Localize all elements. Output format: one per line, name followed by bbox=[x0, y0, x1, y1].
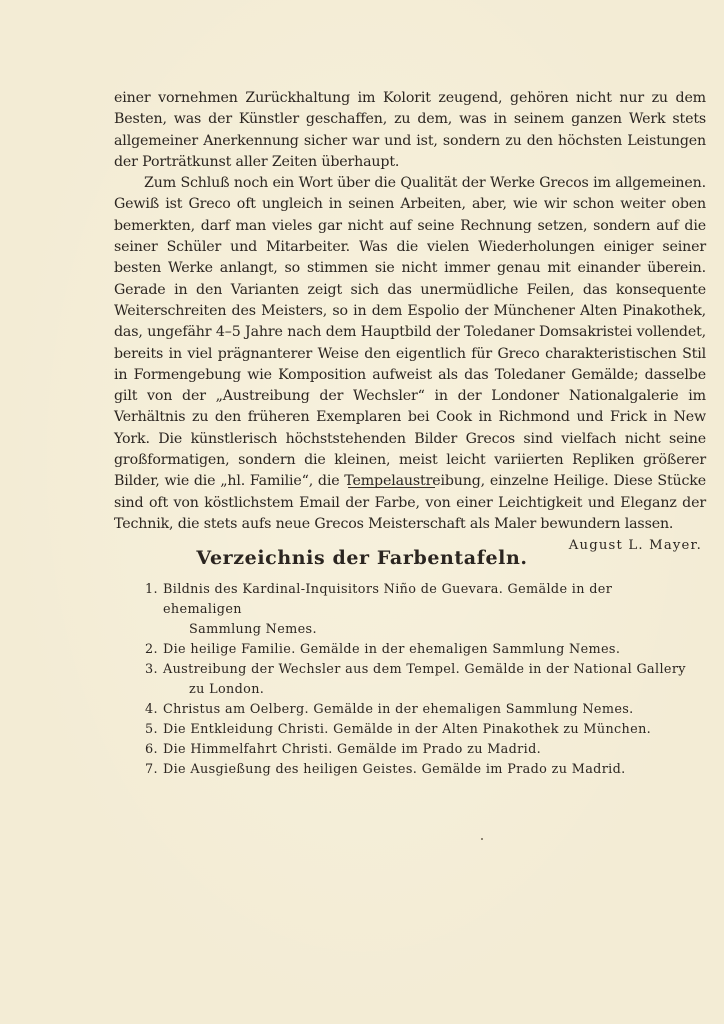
list-item bbox=[145, 740, 690, 760]
list-item bbox=[145, 660, 690, 700]
plate-number: 3. bbox=[145, 662, 158, 677]
plate-number: 5. bbox=[145, 722, 158, 737]
plate-text-continuation: Sammlung Nemes. bbox=[189, 622, 317, 637]
plate-text: Die heilige Familie. Gemälde in der ehemaligen Sammlung Nemes. bbox=[163, 642, 621, 657]
plate-text: Die Himmelfahrt Christi. Gemälde im Prado zu Madrid. bbox=[163, 742, 542, 757]
plate-number: 6. bbox=[145, 742, 158, 757]
plate-number: 4. bbox=[145, 702, 158, 717]
plate-number: 1. bbox=[145, 582, 158, 597]
plate-text: Bildnis des Kardinal-Inquisitors Niño de Guevara. Gemälde in der ehemaligen bbox=[163, 582, 613, 617]
list-item bbox=[145, 640, 690, 660]
list-item bbox=[145, 760, 690, 780]
section-divider bbox=[348, 487, 435, 488]
plates-list-title: Verzeichnis der Farbentafeln. bbox=[196, 547, 528, 569]
plates-list bbox=[145, 580, 690, 780]
author-signature: August L. Mayer. bbox=[568, 538, 702, 554]
paragraph-2-text: Zum Schluß noch ein Wort über die Qualität der Werke Grecos im allgemeinen. Gewiß ist Greco oft ungleich in seinen Arbeiten, aber, wie wir schon weiter oben bemerkten, darf man vieles gar nicht auf seine Rechnung setzen, sondern auf die seiner Schüler und Mitarbeiter. Was die vielen Wiederholungen einiger seiner besten Werke anlangt, so stimmen sie nicht immer genau mit einander überein. Gerade in den Varianten zeigt sich das unermüdliche Feilen, das konsequente Weiterschreiten des Meisters, so in dem Espolio der Münchener Alten Pinakothek, das, ungefähr 4–5 Jahre nach dem Hauptbild der Toledaner Domsakristei vollendet, bereits in viel prägnanterer Weise den eigentlich für Greco charakteristischen Stil in Formengebung wie Komposition aufweist als das Toledaner Gemälde; dasselbe gilt von der „Austreibung der Wechsler“ in der Londoner Nationalgalerie im Verhältnis zu den früheren Exemplaren bei Cook in Richmond und Frick in New York. Die künstlerisch höchststehenden Bilder Grecos sind vielfach nicht seine großformatigen, sondern die kleinen, meist leicht variierten Repliken größerer Bilder, wie die „hl. Familie“, die Tempelaustreibung, einzelne Heilige. Diese Stücke sind oft von köstlichstem Email der Farbe, von einer Leichtigkeit und Eleganz der Technik, die stets aufs neue Grecos Meisterschaft als Maler bewundern lassen. bbox=[114, 175, 706, 532]
plate-number: 2. bbox=[145, 642, 158, 657]
list-item bbox=[145, 700, 690, 720]
plate-number: 7. bbox=[145, 762, 158, 777]
paragraph-1: einer vornehmen Zurückhaltung im Kolorit zeugend, gehören nicht nur zu dem Besten, was der Künstler geschaffen, zu dem, was in seinem ganzen Werk stets allgemeiner Anerkennung sicher war und ist, sondern zu den höchsten Leistungen der Porträtkunst aller Zeiten überhaupt. bbox=[114, 90, 706, 170]
paragraph-2 bbox=[114, 173, 706, 554]
list-item bbox=[145, 720, 690, 740]
plate-text: Die Ausgießung des heiligen Geistes. Gemälde im Prado zu Madrid. bbox=[163, 762, 626, 777]
plate-text: Die Entkleidung Christi. Gemälde in der Alten Pinakothek zu München. bbox=[163, 722, 652, 737]
plate-text-continuation: zu London. bbox=[189, 682, 265, 697]
plate-text: Austreibung der Wechsler aus dem Tempel. Gemälde in der National Gallery bbox=[163, 662, 686, 677]
list-item bbox=[145, 580, 690, 640]
paper-speck bbox=[481, 838, 483, 840]
plate-text: Christus am Oelberg. Gemälde in der ehemaligen Sammlung Nemes. bbox=[163, 702, 634, 717]
